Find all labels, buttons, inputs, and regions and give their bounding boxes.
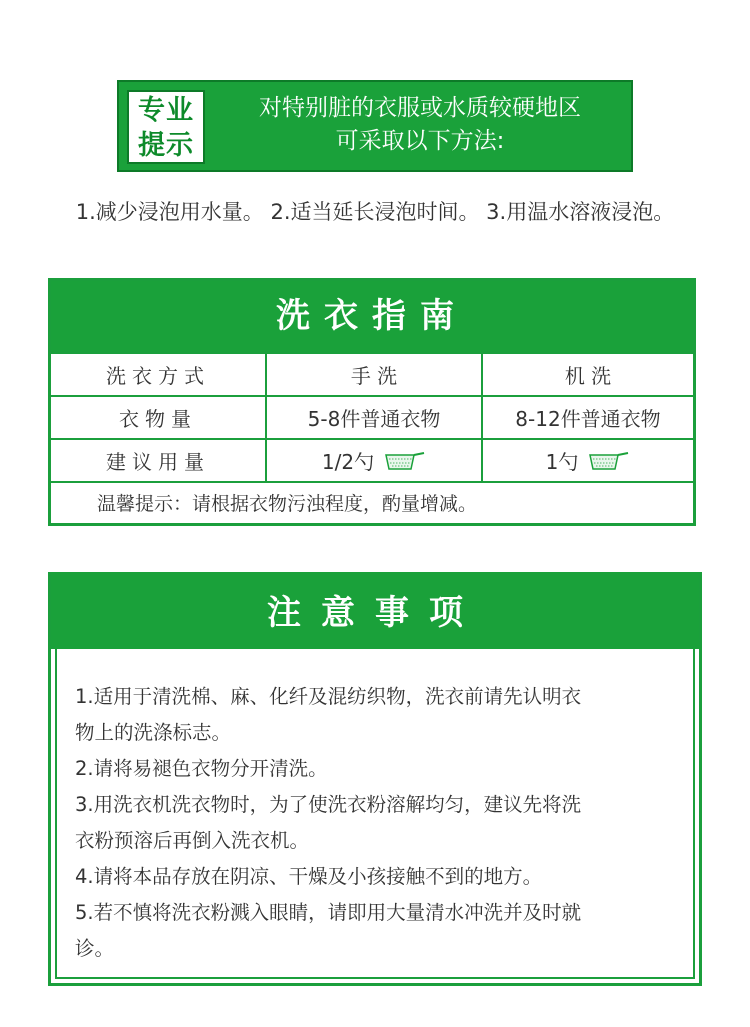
tip-text	[215, 92, 625, 158]
notice-inner-frame	[55, 649, 695, 979]
notice-box	[48, 572, 702, 986]
row-label: 衣物量	[119, 407, 197, 431]
list-item: 1.适用于清洗棉、麻、化纤及混纺织物，洗衣前请先认明衣	[75, 685, 582, 708]
table-row	[51, 438, 693, 481]
row-label: 洗衣方式	[106, 364, 210, 388]
list-item: 5.若不慎将洗衣粉溅入眼睛，请即用大量清水冲洗并及时就	[75, 901, 582, 924]
notice-list	[75, 679, 695, 967]
measuring-scoop-icon	[384, 450, 426, 472]
list-item: 2.请将易褪色衣物分开清洗。	[75, 757, 328, 780]
machine-wash-amount: 8-12件普通衣物	[481, 397, 693, 438]
hand-wash-dose: 1/2勺	[321, 450, 375, 474]
table-row	[51, 352, 693, 395]
machine-wash-dose: 1勺	[545, 450, 579, 474]
tip-badge-line1: 专业	[138, 95, 194, 126]
row-label: 建议用量	[106, 450, 210, 474]
list-item: 衣粉预溶后再倒入洗衣机。	[75, 829, 310, 852]
tip-badge-line2: 提示	[138, 130, 194, 161]
washing-guide-table	[48, 278, 696, 526]
notice-title: 注意事项	[51, 572, 699, 649]
machine-wash-header: 机 洗	[481, 354, 693, 395]
machine-wash-dose-cell	[481, 440, 693, 481]
hand-wash-amount: 5-8件普通衣物	[265, 397, 481, 438]
tip-banner	[117, 80, 633, 172]
table-row	[51, 395, 693, 438]
tip-text-line1: 对特别脏的衣服或水质较硬地区	[259, 95, 581, 121]
hand-wash-header: 手 洗	[265, 354, 481, 395]
methods-text: 1.减少浸泡用水量。 2.适当延长浸泡时间。 3.用温水溶液浸泡。	[75, 200, 675, 224]
tip-text-line2: 可采取以下方法:	[335, 128, 505, 154]
hand-wash-dose-cell	[265, 440, 481, 481]
tip-badge	[127, 90, 205, 164]
list-item: 诊。	[75, 937, 115, 960]
measuring-scoop-icon	[588, 450, 630, 472]
list-item: 4.请将本品存放在阴凉、干燥及小孩接触不到的地方。	[75, 865, 543, 888]
guide-title: 洗衣指南	[51, 281, 693, 352]
list-item: 物上的洗涤标志。	[75, 721, 232, 744]
guide-note: 温馨提示：请根据衣物污浊程度，酌量增减。	[51, 481, 693, 525]
list-item: 3.用洗衣机洗衣物时，为了使洗衣粉溶解均匀，建议先将洗	[75, 793, 582, 816]
